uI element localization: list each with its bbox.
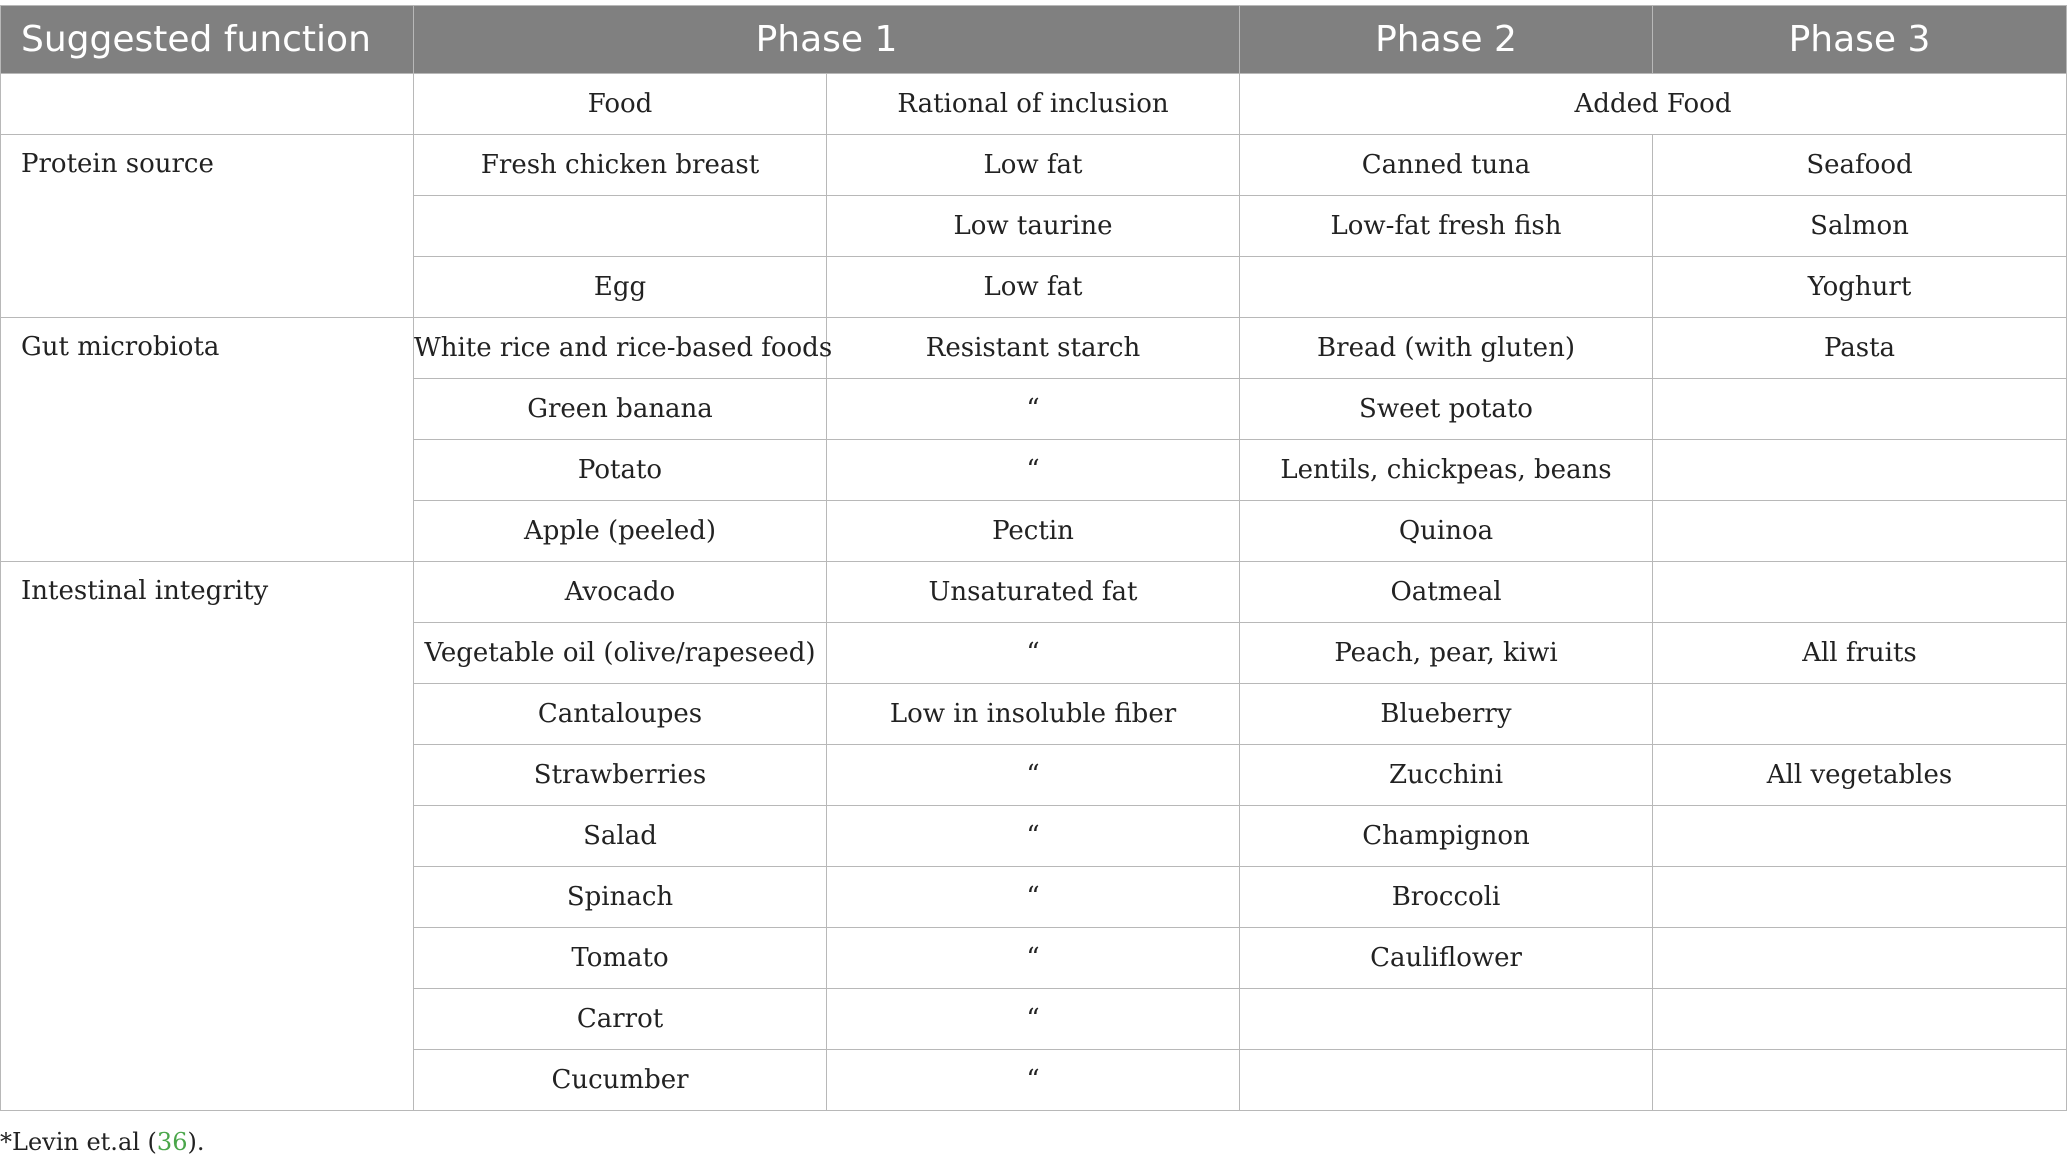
- rationale-cell: “: [827, 989, 1240, 1050]
- header-phase-1: Phase 1: [414, 6, 1240, 74]
- suggested-function-cell: Protein source: [1, 135, 414, 318]
- subheader-food: Food: [414, 74, 827, 135]
- rationale-cell: “: [827, 1050, 1240, 1111]
- phase2-food-cell: Low-fat fresh fish: [1240, 196, 1653, 257]
- phase2-food-cell: Champignon: [1240, 806, 1653, 867]
- phase2-food-cell: Blueberry: [1240, 684, 1653, 745]
- phase2-food-cell: Broccoli: [1240, 867, 1653, 928]
- diet-phase-table: [0, 5, 2067, 1111]
- phase3-food-cell: [1653, 867, 2067, 928]
- rationale-cell: Low taurine: [827, 196, 1240, 257]
- phase3-food-cell: All fruits: [1653, 623, 2067, 684]
- header-phase-3: Phase 3: [1653, 6, 2067, 74]
- phase2-food-cell: Canned tuna: [1240, 135, 1653, 196]
- phase3-food-cell: [1653, 440, 2067, 501]
- phase2-food-cell: Zucchini: [1240, 745, 1653, 806]
- rationale-cell: Resistant starch: [827, 318, 1240, 379]
- phase3-food-cell: [1653, 379, 2067, 440]
- rationale-cell: Low in insoluble fiber: [827, 684, 1240, 745]
- phase3-food-cell: [1653, 684, 2067, 745]
- food-cell: Apple (peeled): [414, 501, 827, 562]
- phase3-food-cell: [1653, 806, 2067, 867]
- reference-link[interactable]: 36: [156, 1128, 188, 1156]
- table-header-row: [1, 6, 2067, 74]
- table-footnote: [0, 1128, 204, 1156]
- rationale-cell: Unsaturated fat: [827, 562, 1240, 623]
- subheader-added-food: Added Food: [1240, 74, 2067, 135]
- footnote-text-end: ).: [187, 1128, 205, 1156]
- rationale-cell: “: [827, 745, 1240, 806]
- header-suggested-function: Suggested function: [1, 6, 414, 74]
- phase2-food-cell: [1240, 257, 1653, 318]
- suggested-function-cell: Gut microbiota: [1, 318, 414, 562]
- food-cell: Fresh chicken breast: [414, 135, 827, 196]
- rationale-cell: “: [827, 928, 1240, 989]
- phase3-food-cell: [1653, 928, 2067, 989]
- header-phase-2: Phase 2: [1240, 6, 1653, 74]
- subheader-empty-cell: [1, 74, 414, 135]
- table-body: [1, 74, 2067, 1111]
- phase3-food-cell: All vegetables: [1653, 745, 2067, 806]
- food-cell: White rice and rice-based foods: [414, 318, 827, 379]
- rationale-cell: “: [827, 867, 1240, 928]
- rationale-cell: “: [827, 806, 1240, 867]
- phase2-food-cell: Oatmeal: [1240, 562, 1653, 623]
- food-cell: Carrot: [414, 989, 827, 1050]
- rationale-cell: “: [827, 623, 1240, 684]
- phase3-food-cell: [1653, 562, 2067, 623]
- food-cell: Vegetable oil (olive/rapeseed): [414, 623, 827, 684]
- phase3-food-cell: [1653, 1050, 2067, 1111]
- subheader-rationale: Rational of inclusion: [827, 74, 1240, 135]
- footnote-text: *Levin et.al (: [0, 1128, 157, 1156]
- suggested-function-cell: Intestinal integrity: [1, 562, 414, 1111]
- food-cell: Salad: [414, 806, 827, 867]
- food-cell: Tomato: [414, 928, 827, 989]
- phase3-food-cell: [1653, 989, 2067, 1050]
- phase2-food-cell: Cauliflower: [1240, 928, 1653, 989]
- food-cell: Cucumber: [414, 1050, 827, 1111]
- phase2-food-cell: Sweet potato: [1240, 379, 1653, 440]
- phase2-food-cell: [1240, 989, 1653, 1050]
- food-cell: Egg: [414, 257, 827, 318]
- rationale-cell: “: [827, 440, 1240, 501]
- rationale-cell: Low fat: [827, 257, 1240, 318]
- phase3-food-cell: Salmon: [1653, 196, 2067, 257]
- table-row: [1, 318, 2067, 379]
- food-cell: Spinach: [414, 867, 827, 928]
- table-subheader-row: [1, 74, 2067, 135]
- phase3-food-cell: [1653, 501, 2067, 562]
- food-cell: Potato: [414, 440, 827, 501]
- phase2-food-cell: Bread (with gluten): [1240, 318, 1653, 379]
- phase2-food-cell: Quinoa: [1240, 501, 1653, 562]
- food-cell: Green banana: [414, 379, 827, 440]
- food-cell: [414, 196, 827, 257]
- food-cell: Cantaloupes: [414, 684, 827, 745]
- food-cell: Strawberries: [414, 745, 827, 806]
- phase2-food-cell: Lentils, chickpeas, beans: [1240, 440, 1653, 501]
- phase3-food-cell: Yoghurt: [1653, 257, 2067, 318]
- phase2-food-cell: Peach, pear, kiwi: [1240, 623, 1653, 684]
- table-row: [1, 135, 2067, 196]
- table-row: [1, 562, 2067, 623]
- rationale-cell: “: [827, 379, 1240, 440]
- diet-phase-table-container: [0, 5, 2066, 1111]
- phase3-food-cell: Pasta: [1653, 318, 2067, 379]
- phase2-food-cell: [1240, 1050, 1653, 1111]
- rationale-cell: Low fat: [827, 135, 1240, 196]
- phase3-food-cell: Seafood: [1653, 135, 2067, 196]
- food-cell: Avocado: [414, 562, 827, 623]
- rationale-cell: Pectin: [827, 501, 1240, 562]
